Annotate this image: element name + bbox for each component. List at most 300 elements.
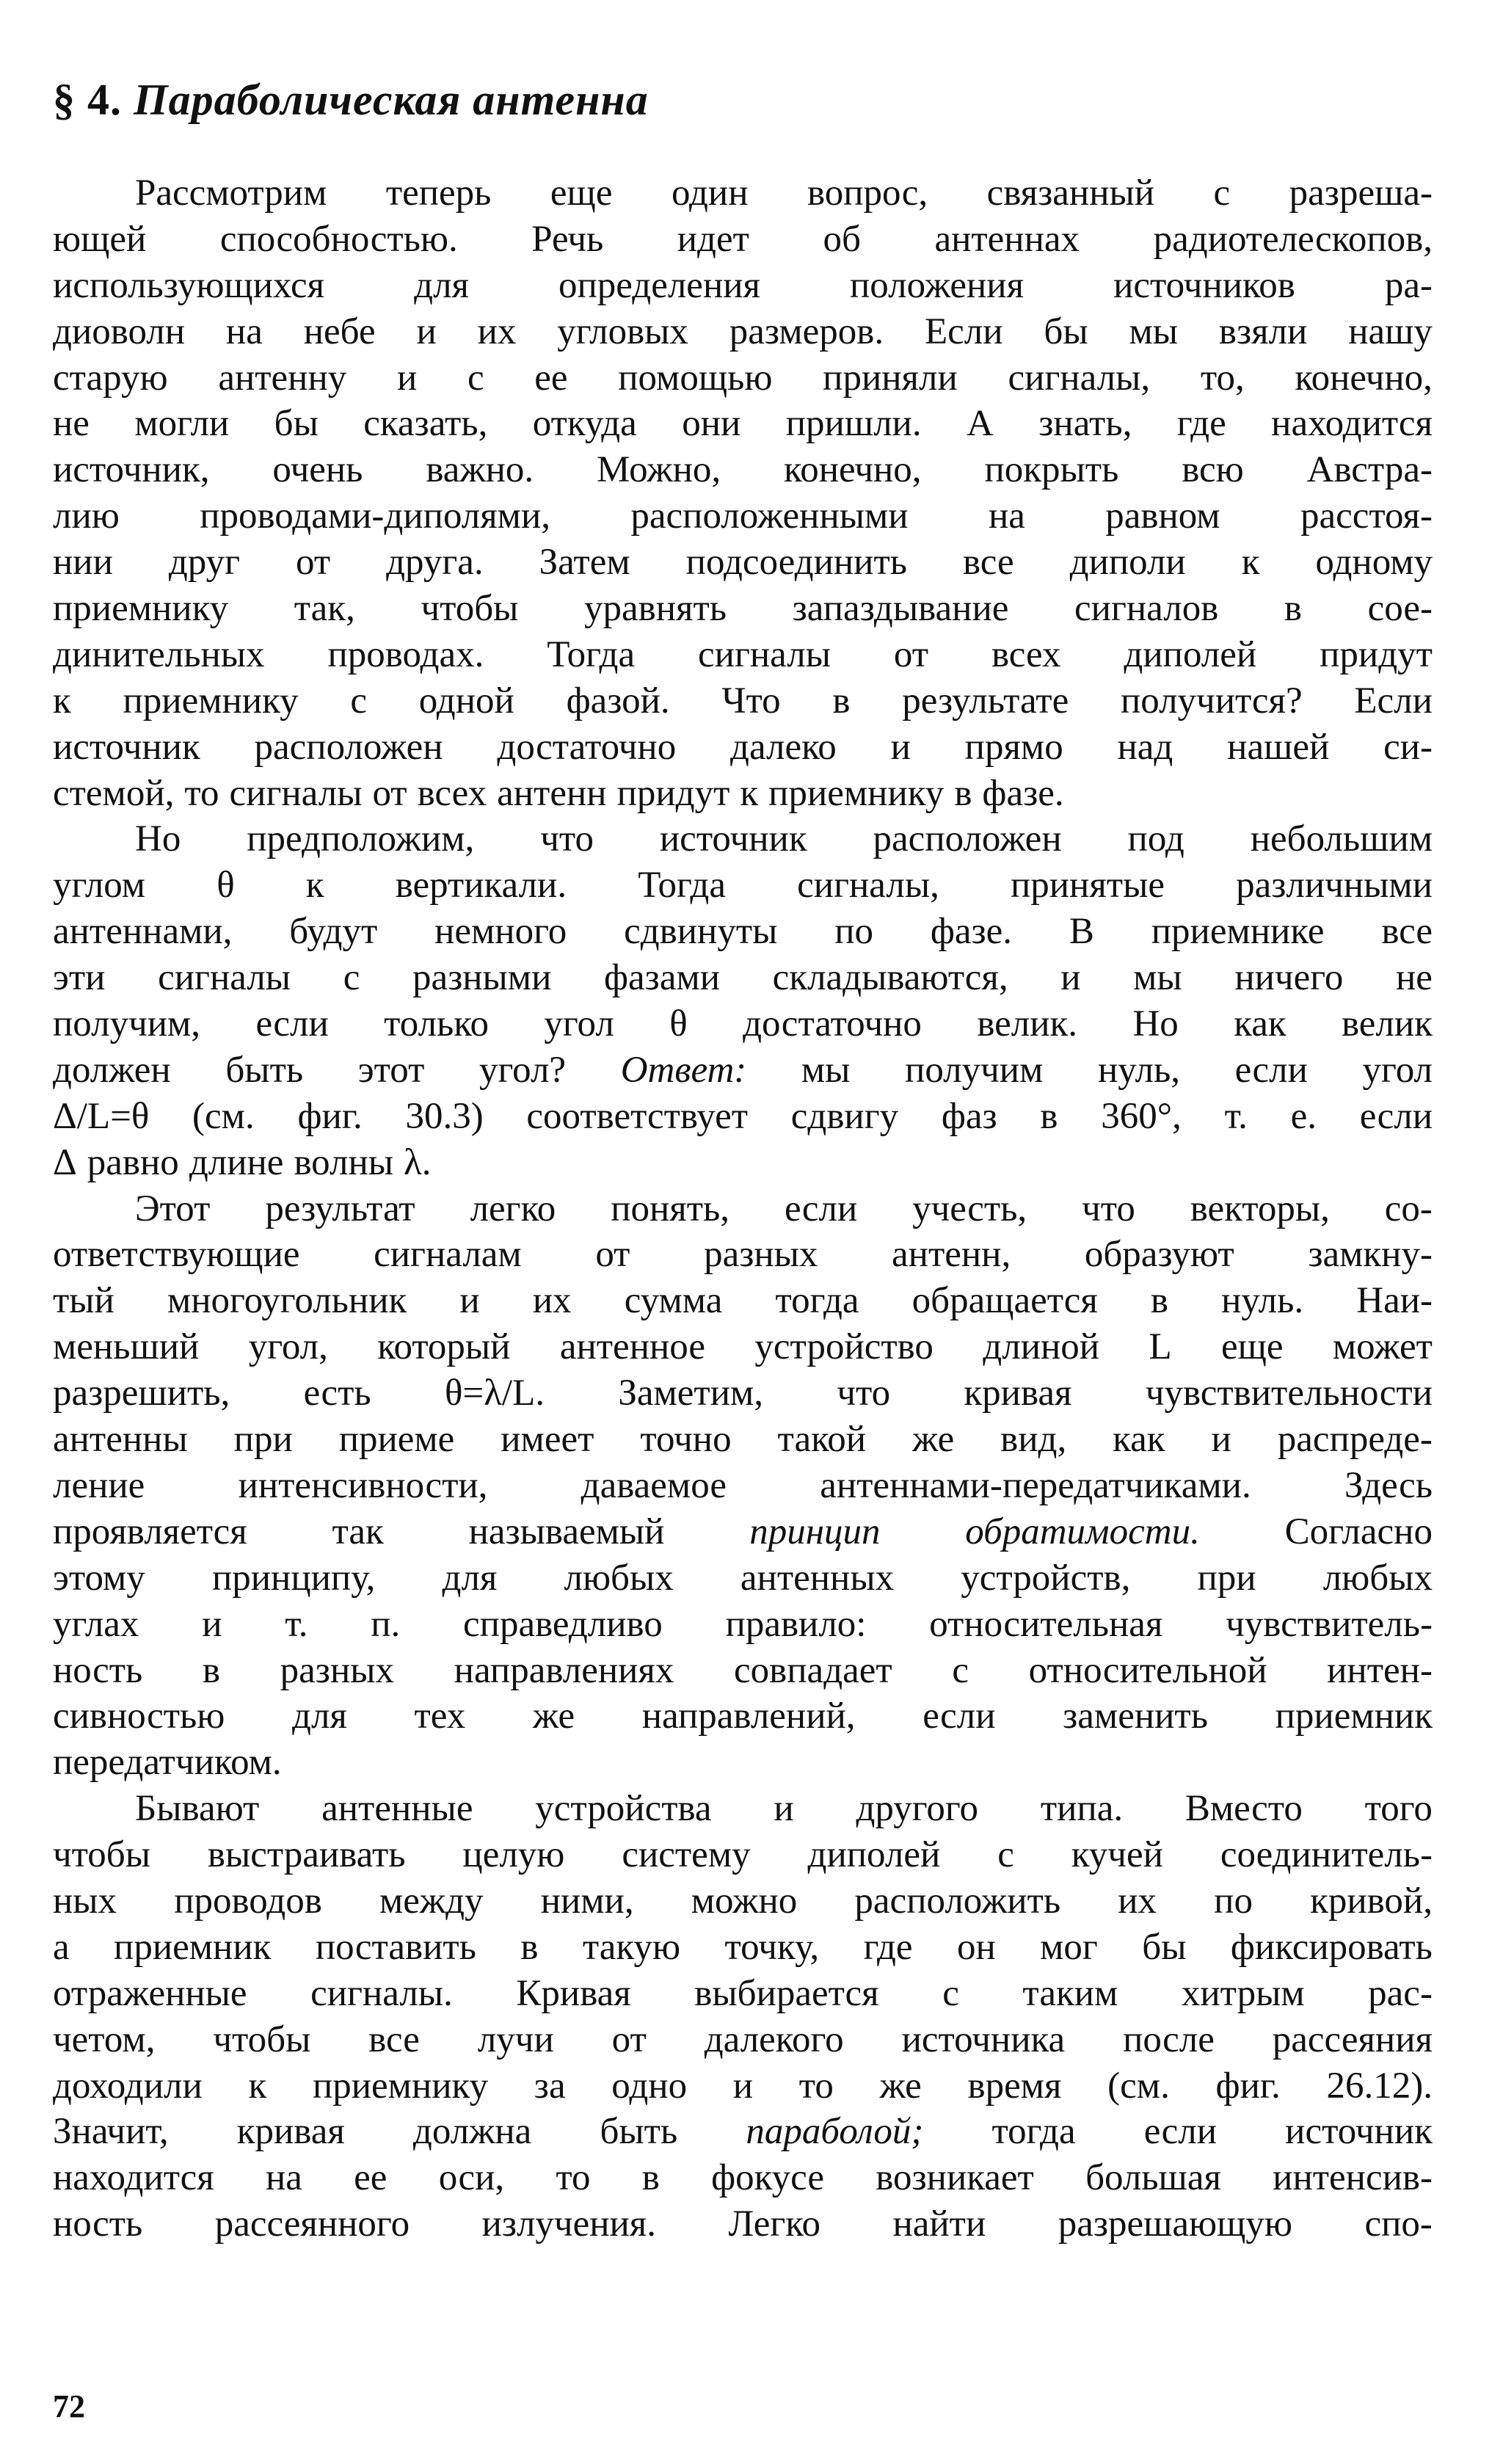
text-line (53, 1925, 1433, 1971)
word: проводами-диполями, (200, 495, 550, 537)
word: 360°, (1101, 1095, 1182, 1137)
word: получим (905, 1049, 1044, 1091)
word: вертикали. (395, 865, 567, 906)
word: старую (53, 357, 168, 399)
word: сигналы. (310, 1972, 453, 2014)
word: друг (168, 542, 241, 584)
word: от (893, 633, 929, 675)
word: стемой, (53, 772, 175, 814)
word: от (296, 542, 331, 584)
word: же (879, 2065, 922, 2107)
word: другого (856, 1788, 979, 1830)
word: тогда (991, 2111, 1076, 2153)
word: источник, (53, 449, 210, 491)
text-line (53, 1463, 1433, 1509)
word: интенсив- (1273, 2157, 1433, 2199)
word: чувствитель- (1226, 1603, 1433, 1645)
word: фиг. (297, 1095, 363, 1137)
word: интен- (1327, 1649, 1433, 1691)
word: и (459, 1280, 480, 1322)
word: параболой; (746, 2111, 924, 2153)
word: между (379, 1880, 484, 1922)
word: возникает (876, 2157, 1034, 2199)
word: фазой. (566, 680, 670, 722)
word: одно (611, 2065, 688, 2107)
word: Затем (539, 542, 630, 584)
word: ность (53, 1649, 143, 1691)
word: только (384, 1003, 489, 1045)
word: фиксировать (1230, 1926, 1433, 1968)
word: четом, (53, 2018, 156, 2060)
word: приемнике (1151, 911, 1325, 953)
word: то (184, 772, 219, 814)
word: откуда (532, 403, 637, 445)
word: Тогда (547, 633, 636, 675)
word: того (1364, 1788, 1433, 1830)
word: далеко (730, 726, 837, 768)
text-line (53, 2109, 1433, 2155)
word: если (255, 1003, 329, 1045)
word: предположим, (247, 818, 475, 860)
word: Речь (531, 218, 604, 260)
word: находится (1271, 403, 1433, 445)
word: то (556, 2157, 591, 2199)
text-line (53, 632, 1433, 678)
word: любых (564, 1557, 674, 1599)
word: в (520, 1926, 539, 1968)
word: проводах. (327, 633, 484, 675)
word: разных (704, 1234, 818, 1276)
word: угол (1362, 1049, 1433, 1091)
word: результате (902, 680, 1069, 722)
text-line (53, 539, 1433, 586)
word: об (823, 218, 861, 260)
word: с (350, 680, 368, 722)
word: фазе. (982, 772, 1064, 814)
word: ответствующие (53, 1234, 300, 1276)
word: к (1241, 542, 1260, 584)
text-line (53, 1740, 1433, 1786)
word: Кривая (516, 1972, 631, 2014)
word: фазами (604, 957, 721, 999)
word: с (343, 957, 360, 999)
word: Δ/L=θ (53, 1095, 150, 1137)
word: если (784, 1188, 858, 1229)
word: придут (616, 772, 730, 814)
word: с (467, 357, 484, 399)
word: небе (303, 310, 376, 352)
word: при (1197, 1557, 1256, 1599)
word: Но (1132, 1003, 1179, 1045)
word: нашей (1227, 726, 1330, 768)
text-line (53, 355, 1433, 401)
word: устройство (754, 1326, 934, 1368)
word: который (377, 1326, 511, 1368)
word: источника (901, 2018, 1066, 2060)
word: источник (1285, 2111, 1433, 2153)
word: сигналы (158, 957, 291, 999)
word: вопрос, (807, 172, 928, 214)
word: чтобы (53, 1834, 150, 1876)
word: направлениях (454, 1649, 674, 1691)
text-line (53, 771, 1433, 817)
word: Наи- (1356, 1280, 1433, 1322)
word: приемник (114, 1926, 272, 1968)
word: даваемое (581, 1464, 727, 1506)
word: тый (53, 1280, 114, 1322)
word: теперь (385, 172, 492, 214)
word: хитрым (1181, 1972, 1305, 2014)
word: векторы, (1190, 1188, 1330, 1229)
paragraph (53, 816, 1433, 1185)
text-line (53, 2017, 1433, 2063)
text-line (53, 1186, 1433, 1232)
word: конечно, (784, 449, 922, 491)
word: соединитель- (1220, 1834, 1433, 1876)
word: велик (1342, 1003, 1433, 1045)
word: сдвигу (790, 1095, 899, 1137)
word: прямо (964, 726, 1063, 768)
word: ных (53, 1880, 117, 1922)
word: если (1143, 2111, 1218, 2153)
word: антеннами-передатчиками. (820, 1464, 1251, 1506)
word: любых (1322, 1557, 1433, 1599)
word: в (1040, 1095, 1058, 1137)
word: должна (412, 2111, 532, 2153)
word: пришли. (785, 403, 922, 445)
book-page (53, 0, 1433, 2464)
word: тех (414, 1696, 466, 1737)
word: принципу, (211, 1557, 376, 1599)
word: всех (417, 772, 487, 814)
word: для (292, 1696, 347, 1737)
word: и (774, 1788, 794, 1830)
text-line (53, 955, 1433, 1001)
word: если (922, 1696, 996, 1737)
word: что (837, 1373, 891, 1414)
word: важно. (426, 449, 534, 491)
word: будут (289, 911, 378, 953)
word: на (266, 2157, 302, 2199)
word: одному (1315, 542, 1433, 584)
word: диполей (1124, 633, 1257, 675)
word: чтобы (421, 588, 519, 630)
text-line (53, 1971, 1433, 2017)
word: В (1069, 911, 1094, 953)
text-line (53, 586, 1433, 632)
word: выстраивать (207, 1834, 406, 1876)
word: сигналам (374, 1234, 522, 1276)
word: по (834, 911, 874, 953)
word: сдвинуты (624, 911, 778, 953)
word: т. (285, 1603, 308, 1645)
word: диполи (1069, 542, 1186, 584)
word: же (912, 1419, 955, 1461)
word: Австра- (1306, 449, 1433, 491)
word: разными (412, 957, 552, 999)
word: L (1149, 1326, 1172, 1368)
word: небольшим (1250, 818, 1433, 860)
word: их (477, 310, 517, 352)
word: совпадает (734, 1649, 892, 1691)
word: друга. (386, 542, 484, 584)
word: λ. (404, 1141, 432, 1183)
word: фиг. (1215, 2065, 1281, 2107)
word: могли (134, 403, 230, 445)
word: сигналы, (797, 865, 939, 906)
word: направлений, (641, 1696, 856, 1737)
word: ра- (1384, 264, 1433, 306)
word: далекого (704, 2018, 844, 2060)
word: антенное (559, 1326, 706, 1368)
word: если (1234, 1049, 1308, 1091)
word: может (1332, 1326, 1433, 1368)
text-line (53, 1602, 1433, 1648)
word: то, (1200, 357, 1245, 399)
word: радиотелескопов, (1153, 218, 1433, 260)
word: лию (53, 495, 120, 537)
word: выбирается (694, 1972, 879, 2014)
word: расположенными (630, 495, 909, 537)
word: расположен (873, 818, 1062, 860)
word: диполей (807, 1834, 941, 1876)
word: мог (1040, 1926, 1098, 1968)
word: антеннами, (53, 911, 233, 953)
text-line (53, 1232, 1433, 1278)
word: Δ (53, 1141, 77, 1183)
word: бы (1044, 310, 1088, 352)
word: и (396, 357, 418, 399)
word: при (233, 1419, 293, 1461)
word: ление (53, 1464, 145, 1506)
word: проявляется (53, 1511, 247, 1552)
word: приемник (1275, 1696, 1433, 1737)
word: е. (1290, 1095, 1317, 1137)
word: Рассмотрим (135, 172, 327, 214)
word: так (332, 1511, 384, 1552)
word: фаз (941, 1095, 997, 1137)
text-line (53, 1094, 1433, 1140)
word: они (682, 403, 741, 445)
word: нии (53, 542, 113, 584)
word: помощью (618, 357, 773, 399)
word: такую (582, 1926, 681, 1968)
word: за (534, 2065, 566, 2107)
word: бы (1142, 1926, 1187, 1968)
word: складываются, (772, 957, 1008, 999)
word: можно (691, 1880, 798, 1922)
word: источник (53, 726, 200, 768)
word: их (1118, 1880, 1157, 1922)
word: в (202, 1649, 220, 1691)
word: Можно, (597, 449, 721, 491)
word: положения (850, 264, 1025, 306)
text-line (53, 1278, 1433, 1324)
text-line (53, 447, 1433, 493)
word: вид, (1000, 1419, 1067, 1461)
word: Значит, (53, 2111, 169, 2153)
text-line (53, 909, 1433, 955)
word: устройства (535, 1788, 712, 1830)
word: приемнику (123, 680, 299, 722)
word: под (1127, 818, 1184, 860)
word: разреша- (1289, 172, 1433, 214)
word: антенны (53, 1419, 188, 1461)
text-line (53, 1832, 1433, 1878)
text-line (53, 401, 1433, 447)
word: п. (371, 1603, 401, 1645)
word: антенн (497, 772, 607, 814)
word: длине (189, 1141, 284, 1183)
word: к (248, 2065, 267, 2107)
word: Бывают (135, 1788, 260, 1830)
word: найти (892, 2203, 986, 2245)
word: к (305, 865, 324, 906)
word: Тогда (638, 865, 727, 906)
word: не (53, 403, 90, 445)
word: различными (1236, 865, 1433, 906)
section-title: Параболическая антенна (134, 76, 649, 124)
word: равном (1105, 495, 1220, 537)
word: антенных (740, 1557, 895, 1599)
word: источник (659, 818, 807, 860)
word: нуль. (1221, 1280, 1304, 1322)
word: точку, (724, 1926, 820, 1968)
word: находится (53, 2157, 214, 2199)
text-line (53, 1878, 1433, 1925)
word: относительная (929, 1603, 1163, 1645)
word: (см. (1107, 2065, 1170, 2107)
word: сумма (624, 1280, 723, 1322)
text-line (53, 170, 1433, 217)
word: доходили (53, 2065, 203, 2107)
word: же (532, 1696, 575, 1737)
word: кривая (236, 2111, 345, 2153)
paragraph (53, 170, 1433, 816)
word: с (952, 1649, 969, 1691)
word: нуль, (1097, 1049, 1180, 1091)
word: сивностью (53, 1696, 225, 1737)
word: фазе. (930, 911, 1013, 953)
word: бы (274, 403, 319, 445)
word: быть (600, 2111, 678, 2153)
word: где (1176, 403, 1226, 445)
word: запаздывание (792, 588, 1009, 630)
word: 30.3) (405, 1095, 484, 1137)
word: обратимости. (965, 1511, 1200, 1552)
word: разрешить, (53, 1373, 230, 1414)
word: рас- (1368, 1972, 1433, 2014)
text-line (53, 309, 1433, 355)
word: интенсивности, (238, 1464, 488, 1506)
word: что (540, 818, 594, 860)
word: этот (357, 1049, 425, 1091)
word: образуют (1084, 1234, 1234, 1276)
word: ними, (540, 1880, 634, 1922)
word: одной (418, 680, 514, 722)
word: расположен (254, 726, 443, 768)
word: сигналов (1074, 588, 1219, 630)
word: оси, (438, 2157, 505, 2199)
word: равно (87, 1141, 179, 1183)
paragraph (53, 1786, 1433, 2247)
word: лучи (477, 2018, 554, 2060)
word: принятые (1010, 865, 1165, 906)
text-line (53, 1001, 1433, 1047)
word: достаточно (497, 726, 677, 768)
word: излучения. (481, 2203, 657, 2245)
word: после (1123, 2018, 1215, 2060)
word: с (942, 1972, 959, 2014)
text-line (53, 724, 1433, 771)
word: для (442, 1557, 498, 1599)
text-line (53, 1509, 1433, 1555)
word: и (732, 2065, 754, 2107)
text-line (53, 2063, 1433, 2109)
word: в (641, 2157, 660, 2199)
word: волны (294, 1141, 394, 1183)
word: если (1359, 1095, 1433, 1137)
word: от (595, 1234, 630, 1276)
word: на (988, 495, 1025, 537)
word: точно (640, 1419, 732, 1461)
word: чтобы (213, 2018, 311, 2060)
word: легко (470, 1188, 556, 1229)
word: типа. (1040, 1788, 1124, 1830)
word: расстоя- (1300, 495, 1433, 537)
word: очень (272, 449, 363, 491)
word: нашу (1348, 310, 1433, 352)
word: мы (801, 1049, 851, 1091)
word: со- (1384, 1188, 1433, 1229)
word: с (997, 1834, 1014, 1876)
word: их (532, 1280, 572, 1322)
word: углах (53, 1603, 139, 1645)
word: антеннах (934, 218, 1080, 260)
word: учесть, (912, 1188, 1027, 1229)
word: покрыть (984, 449, 1119, 491)
word: т. (1224, 1095, 1248, 1137)
word: в (954, 772, 972, 814)
text-line (53, 1693, 1433, 1740)
word: должен (53, 1049, 171, 1091)
word: еще (550, 172, 613, 214)
word: идет (677, 218, 749, 260)
word: в (1150, 1280, 1168, 1322)
word: Что (721, 680, 781, 722)
word: где (863, 1926, 913, 1968)
text-line (53, 1648, 1433, 1694)
text-line (53, 493, 1433, 539)
word: источников (1113, 264, 1295, 306)
word: Согласно (1284, 1511, 1433, 1552)
page-number: 72 (53, 2388, 85, 2424)
body-text (53, 170, 1433, 2247)
word: как (1234, 1003, 1287, 1045)
word: в (1284, 588, 1302, 630)
word: время (967, 2065, 1062, 2107)
word: связанный (986, 172, 1155, 214)
word: заменить (1063, 1696, 1208, 1737)
word: θ (669, 1003, 688, 1045)
word: все (368, 2018, 420, 2060)
word: меньший (53, 1326, 200, 1368)
section-number: § 4. (53, 76, 122, 124)
section-heading (53, 73, 649, 126)
word: си- (1383, 726, 1433, 768)
word: к (740, 772, 759, 814)
word: придут (1320, 633, 1433, 675)
